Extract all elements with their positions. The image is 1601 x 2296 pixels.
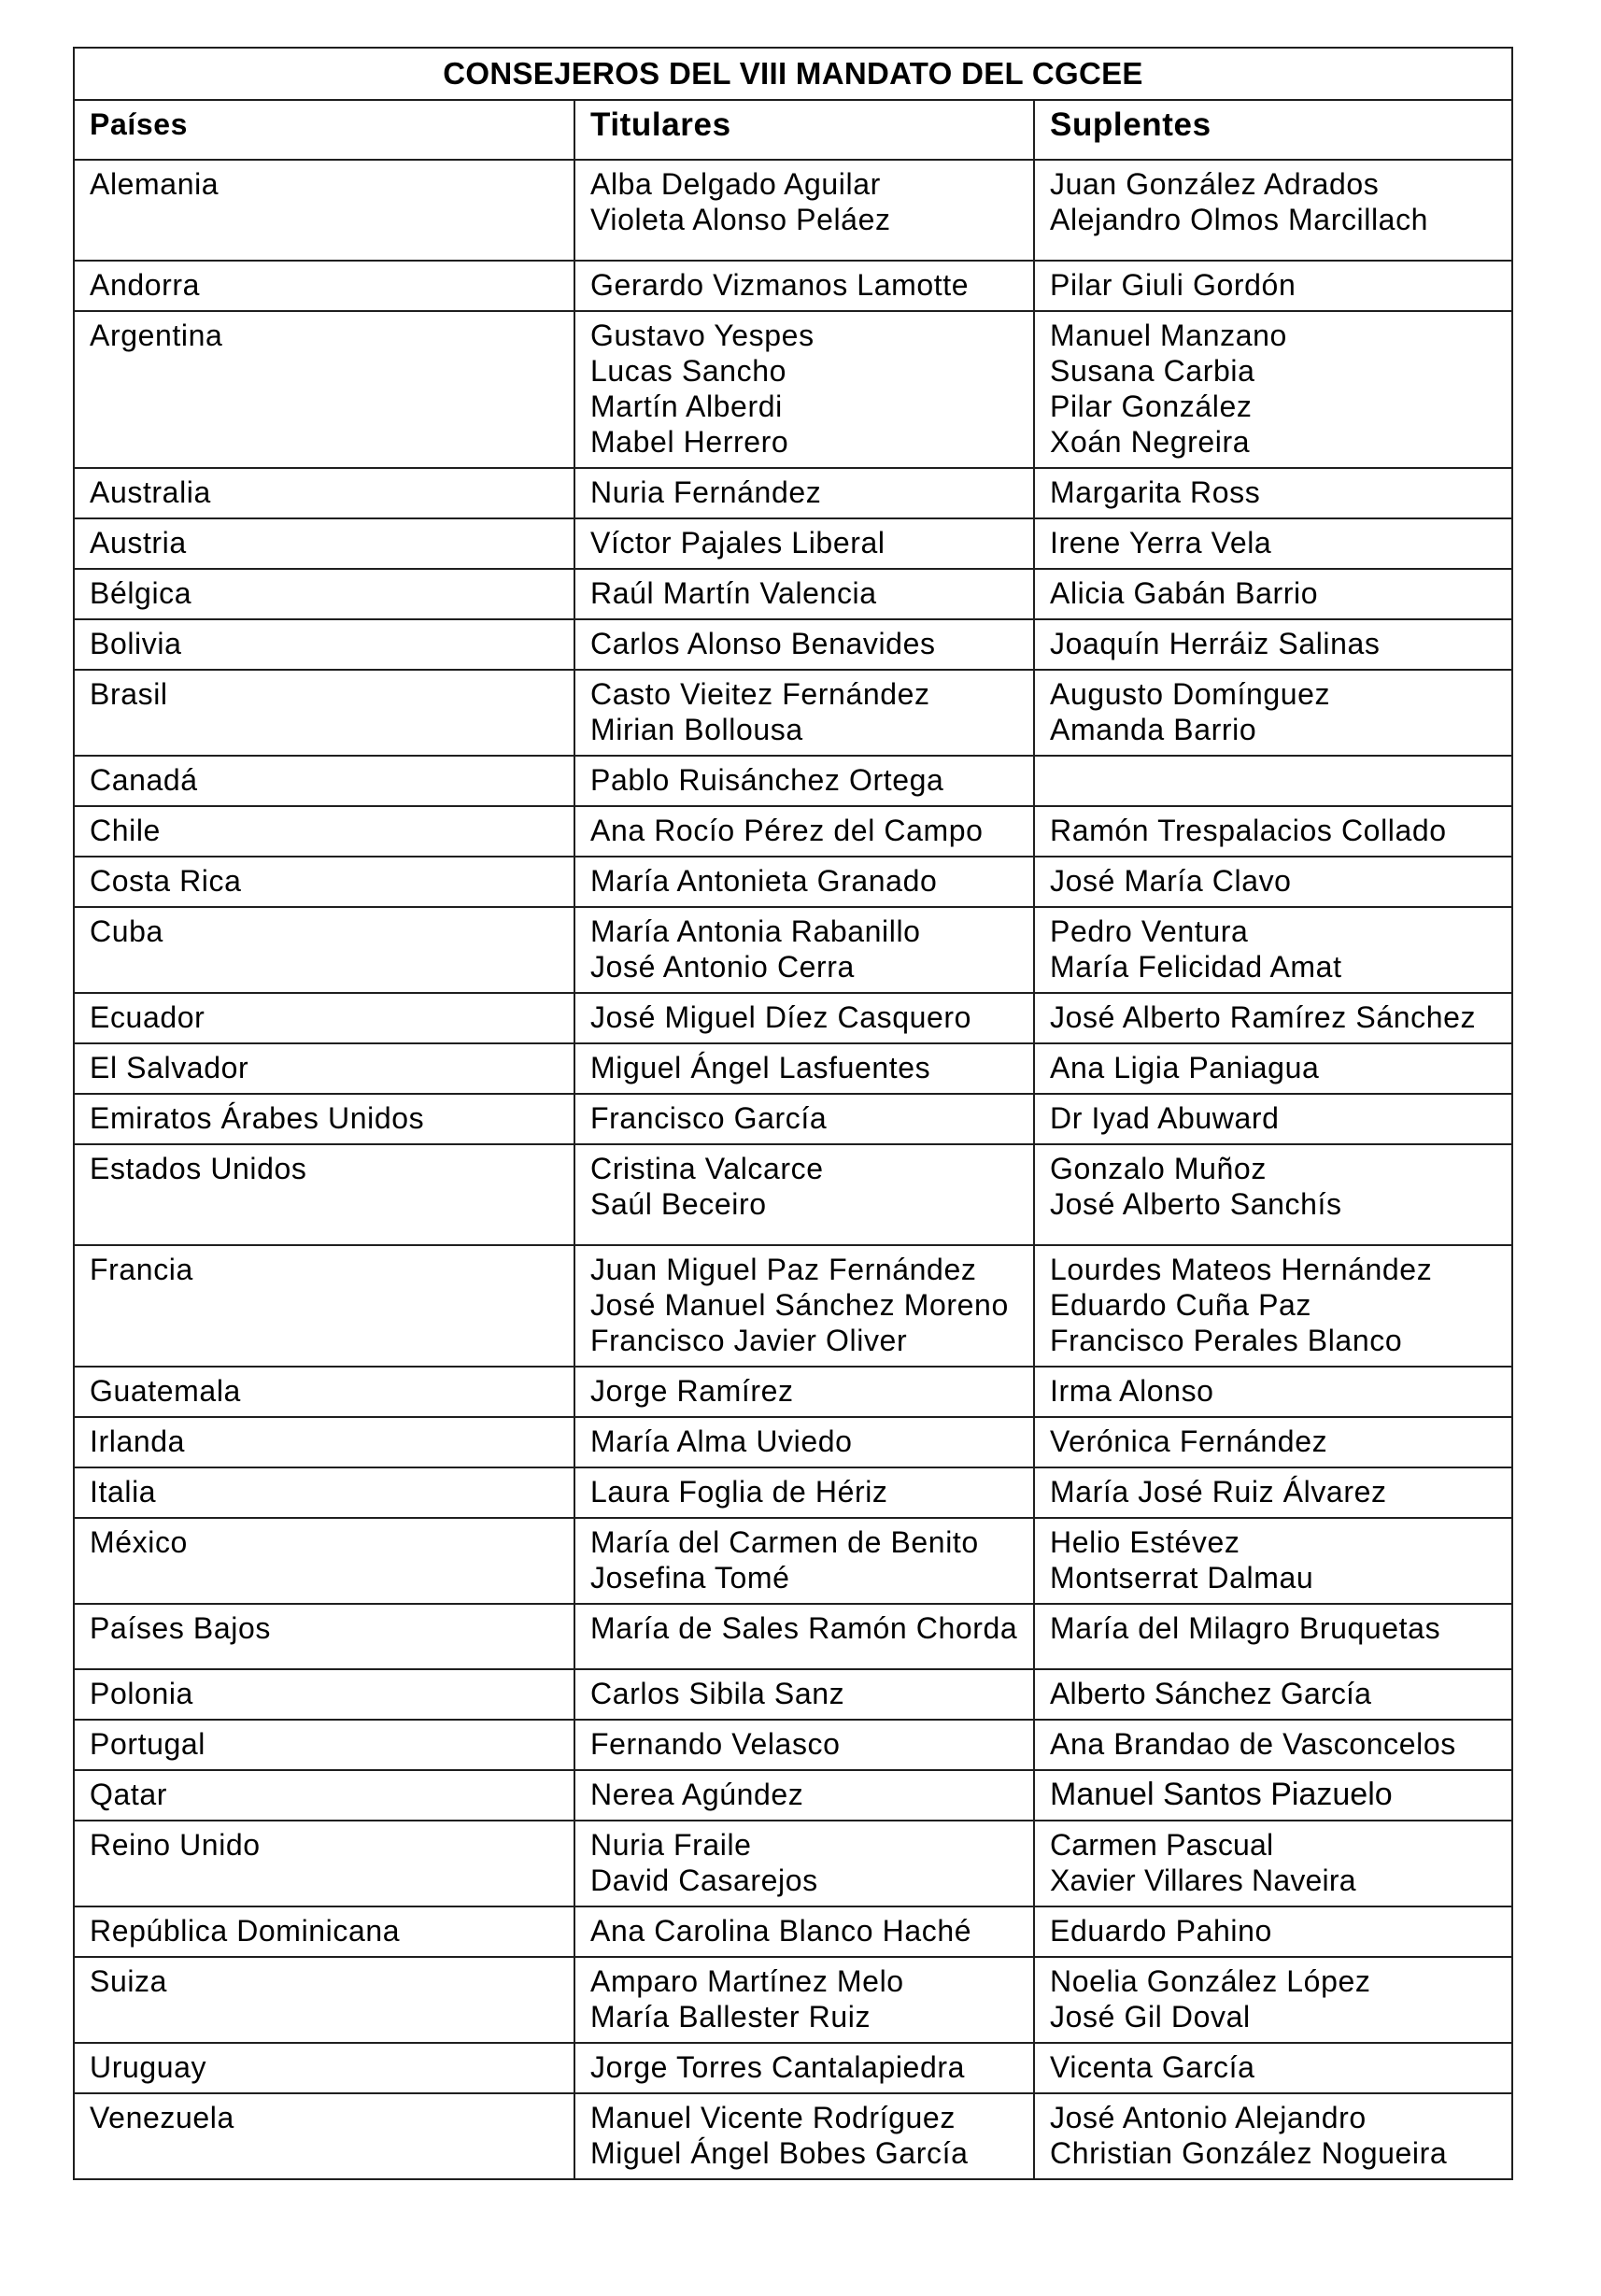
suplente-name: José Gil Doval xyxy=(1050,2000,1251,2034)
country-cell: Polonia xyxy=(74,1669,574,1720)
titulares-cell xyxy=(574,1043,1034,1094)
country-cell: Suiza xyxy=(74,1957,574,2043)
titulares-cell xyxy=(574,1518,1034,1604)
country-cell: Francia xyxy=(74,1245,574,1367)
title-row xyxy=(74,48,1512,100)
titular-name: Saúl Beceiro xyxy=(590,1187,767,1221)
suplentes-cell xyxy=(1034,1720,1512,1770)
country-cell: Costa Rica xyxy=(74,857,574,907)
titular-name: Jorge Ramírez xyxy=(590,1374,794,1408)
titulares-cell xyxy=(574,2093,1034,2179)
suplente-name: Christian González Nogueira xyxy=(1050,2136,1448,2170)
titular-name: María Alma Uviedo xyxy=(590,1424,853,1458)
suplentes-cell xyxy=(1034,160,1512,261)
header-titulares: Titulares xyxy=(574,100,1034,160)
suplente-name: Augusto Domínguez xyxy=(1050,677,1331,711)
table-body xyxy=(74,160,1512,2179)
titulares-cell xyxy=(574,619,1034,670)
table-row xyxy=(74,1144,1512,1245)
suplente-name: José María Clavo xyxy=(1050,864,1292,898)
titular-name: María de Sales Ramón Chorda xyxy=(590,1611,1018,1645)
suplente-name: María Felicidad Amat xyxy=(1050,950,1342,984)
table-row xyxy=(74,468,1512,518)
titular-name: Francisco Javier Oliver xyxy=(590,1324,908,1357)
suplente-name: Eduardo Cuña Paz xyxy=(1050,1288,1312,1322)
suplente-name: Xoán Negreira xyxy=(1050,425,1251,459)
table-row xyxy=(74,2093,1512,2179)
table-row xyxy=(74,1094,1512,1144)
suplente-name: José Antonio Alejandro xyxy=(1050,2101,1367,2134)
titulares-cell xyxy=(574,160,1034,261)
titular-name: Nuria Fraile xyxy=(590,1828,752,1862)
table-row xyxy=(74,569,1512,619)
suplentes-cell xyxy=(1034,518,1512,569)
titulares-cell xyxy=(574,857,1034,907)
titulares-cell xyxy=(574,468,1034,518)
suplente-name: Helio Estévez xyxy=(1050,1525,1240,1559)
suplente-name: Pilar Giuli Gordón xyxy=(1050,268,1296,302)
titulares-cell xyxy=(574,1367,1034,1417)
suplente-name: María José Ruiz Álvarez xyxy=(1050,1475,1387,1509)
table-title: CONSEJEROS DEL VIII MANDATO DEL CGCEE xyxy=(74,48,1512,100)
titular-name: Josefina Tomé xyxy=(590,1561,790,1594)
suplentes-cell xyxy=(1034,1669,1512,1720)
suplente-name: Noelia González López xyxy=(1050,1964,1371,1998)
suplente-name: Verónica Fernández xyxy=(1050,1424,1328,1458)
suplente-name: Carmen Pascual xyxy=(1050,1828,1274,1862)
suplente-name: Manuel Manzano xyxy=(1050,319,1287,352)
titular-name: Juan Miguel Paz Fernández xyxy=(590,1253,977,1286)
titular-name: José Miguel Díez Casquero xyxy=(590,1000,972,1034)
suplente-name: Gonzalo Muñoz xyxy=(1050,1152,1267,1185)
suplentes-cell xyxy=(1034,670,1512,756)
titular-name: Laura Foglia de Hériz xyxy=(590,1475,888,1509)
titulares-cell xyxy=(574,1957,1034,2043)
table-row xyxy=(74,1957,1512,2043)
suplente-name: Lourdes Mateos Hernández xyxy=(1050,1253,1433,1286)
suplente-name: Pilar González xyxy=(1050,390,1253,423)
suplentes-cell xyxy=(1034,1906,1512,1957)
suplente-name: Montserrat Dalmau xyxy=(1050,1561,1314,1594)
table-row xyxy=(74,160,1512,261)
table-row xyxy=(74,857,1512,907)
titular-name: Víctor Pajales Liberal xyxy=(590,526,886,560)
titular-name: Miguel Ángel Bobes García xyxy=(590,2136,969,2170)
suplente-name: Xavier Villares Naveira xyxy=(1050,1864,1356,1897)
titular-name: Pablo Ruisánchez Ortega xyxy=(590,763,944,797)
titular-name: Gerardo Vizmanos Lamotte xyxy=(590,268,970,302)
titulares-cell xyxy=(574,1906,1034,1957)
titular-name: Fernando Velasco xyxy=(590,1727,841,1761)
country-cell: Chile xyxy=(74,806,574,857)
suplente-name: Joaquín Herráiz Salinas xyxy=(1050,627,1381,660)
suplentes-cell xyxy=(1034,1367,1512,1417)
country-cell: Ecuador xyxy=(74,993,574,1043)
header-suplentes: Suplentes xyxy=(1034,100,1512,160)
titulares-cell xyxy=(574,1245,1034,1367)
titular-name: Mirian Bollousa xyxy=(590,713,803,746)
suplente-name: Ramón Trespalacios Collado xyxy=(1050,814,1447,847)
suplente-name: Amanda Barrio xyxy=(1050,713,1257,746)
titular-name: Casto Vieitez Fernández xyxy=(590,677,930,711)
table-row xyxy=(74,261,1512,311)
country-cell: Bélgica xyxy=(74,569,574,619)
country-cell: Países Bajos xyxy=(74,1604,574,1669)
country-cell: Qatar xyxy=(74,1770,574,1821)
country-cell: Italia xyxy=(74,1467,574,1518)
titulares-cell xyxy=(574,569,1034,619)
country-cell: Guatemala xyxy=(74,1367,574,1417)
country-cell: Estados Unidos xyxy=(74,1144,574,1245)
header-row xyxy=(74,100,1512,160)
country-cell: República Dominicana xyxy=(74,1906,574,1957)
table-row xyxy=(74,311,1512,468)
titulares-cell xyxy=(574,1417,1034,1467)
suplentes-cell xyxy=(1034,756,1512,806)
table-row xyxy=(74,1245,1512,1367)
suplentes-cell xyxy=(1034,311,1512,468)
titular-name: Miguel Ángel Lasfuentes xyxy=(590,1051,931,1084)
suplente-name: Irene Yerra Vela xyxy=(1050,526,1272,560)
suplente-name: Irma Alonso xyxy=(1050,1374,1214,1408)
suplentes-cell xyxy=(1034,1094,1512,1144)
suplente-name: Ana Brandao de Vasconcelos xyxy=(1050,1727,1456,1761)
suplentes-cell xyxy=(1034,619,1512,670)
table-row xyxy=(74,756,1512,806)
titular-name: Nerea Agúndez xyxy=(590,1778,804,1811)
table-row xyxy=(74,518,1512,569)
suplente-name: Susana Carbia xyxy=(1050,354,1255,388)
suplentes-cell xyxy=(1034,1245,1512,1367)
titular-name: Gustavo Yespes xyxy=(590,319,815,352)
titulares-cell xyxy=(574,1467,1034,1518)
country-cell: Andorra xyxy=(74,261,574,311)
suplentes-cell xyxy=(1034,468,1512,518)
country-cell: Australia xyxy=(74,468,574,518)
country-cell: Portugal xyxy=(74,1720,574,1770)
titular-name: Francisco García xyxy=(590,1101,828,1135)
titular-name: Lucas Sancho xyxy=(590,354,787,388)
table-row xyxy=(74,1367,1512,1417)
suplentes-cell xyxy=(1034,1417,1512,1467)
country-cell: Cuba xyxy=(74,907,574,993)
titular-name: David Casarejos xyxy=(590,1864,818,1897)
titular-name: Mabel Herrero xyxy=(590,425,789,459)
suplente-name: Francisco Perales Blanco xyxy=(1050,1324,1403,1357)
suplente-name: Ana Ligia Paniagua xyxy=(1050,1051,1320,1084)
titulares-cell xyxy=(574,2043,1034,2093)
titulares-cell xyxy=(574,806,1034,857)
table-row xyxy=(74,907,1512,993)
country-cell: Brasil xyxy=(74,670,574,756)
titulares-cell xyxy=(574,1720,1034,1770)
document-page xyxy=(73,47,1511,2180)
suplente-name: Alicia Gabán Barrio xyxy=(1050,576,1319,610)
titulares-cell xyxy=(574,518,1034,569)
table-row xyxy=(74,1467,1512,1518)
titular-name: Martín Alberdi xyxy=(590,390,783,423)
table-row xyxy=(74,806,1512,857)
titulares-cell xyxy=(574,1770,1034,1821)
table-row xyxy=(74,1906,1512,1957)
country-cell: Argentina xyxy=(74,311,574,468)
titular-name: José Antonio Cerra xyxy=(590,950,855,984)
suplente-name: Eduardo Pahino xyxy=(1050,1914,1272,1948)
titular-name: Carlos Sibila Sanz xyxy=(590,1677,845,1710)
titular-name: María Ballester Ruiz xyxy=(590,2000,871,2034)
titulares-cell xyxy=(574,670,1034,756)
country-cell: Uruguay xyxy=(74,2043,574,2093)
country-cell: México xyxy=(74,1518,574,1604)
suplentes-cell xyxy=(1034,1957,1512,2043)
titular-name: Carlos Alonso Benavides xyxy=(590,627,936,660)
table-row xyxy=(74,1604,1512,1669)
titular-name: Jorge Torres Cantalapiedra xyxy=(590,2050,966,2084)
titular-name: Cristina Valcarce xyxy=(590,1152,824,1185)
suplentes-cell xyxy=(1034,261,1512,311)
country-cell: Canadá xyxy=(74,756,574,806)
country-cell: Venezuela xyxy=(74,2093,574,2179)
country-cell: Bolivia xyxy=(74,619,574,670)
suplentes-cell xyxy=(1034,907,1512,993)
suplentes-cell xyxy=(1034,1043,1512,1094)
titulares-cell xyxy=(574,311,1034,468)
suplentes-cell xyxy=(1034,993,1512,1043)
titulares-cell xyxy=(574,1604,1034,1669)
titulares-cell xyxy=(574,993,1034,1043)
table-row xyxy=(74,2043,1512,2093)
country-cell: Reino Unido xyxy=(74,1821,574,1906)
country-cell: Austria xyxy=(74,518,574,569)
country-cell: Emiratos Árabes Unidos xyxy=(74,1094,574,1144)
suplente-name: José Alberto Ramírez Sánchez xyxy=(1050,1000,1477,1034)
suplentes-cell xyxy=(1034,1518,1512,1604)
titular-name: Alba Delgado Aguilar xyxy=(590,167,881,201)
suplente-name: Dr Iyad Abuward xyxy=(1050,1101,1280,1135)
titulares-cell xyxy=(574,1094,1034,1144)
table-row xyxy=(74,1720,1512,1770)
table-row xyxy=(74,1770,1512,1821)
suplente-name: Vicenta García xyxy=(1050,2050,1255,2084)
titulares-cell xyxy=(574,907,1034,993)
table-row xyxy=(74,1417,1512,1467)
table-row xyxy=(74,1043,1512,1094)
titular-name: Amparo Martínez Melo xyxy=(590,1964,904,1998)
table-row xyxy=(74,1518,1512,1604)
suplentes-cell xyxy=(1034,1467,1512,1518)
suplentes-cell xyxy=(1034,2093,1512,2179)
suplente-name: Alberto Sánchez García xyxy=(1050,1677,1372,1710)
table-row xyxy=(74,670,1512,756)
suplentes-cell xyxy=(1034,857,1512,907)
titular-name: Manuel Vicente Rodríguez xyxy=(590,2101,956,2134)
suplente-name: Pedro Ventura xyxy=(1050,914,1249,948)
titulares-cell xyxy=(574,1821,1034,1906)
header-countries: Países xyxy=(74,100,574,160)
table-row xyxy=(74,1669,1512,1720)
suplentes-cell xyxy=(1034,569,1512,619)
suplentes-cell xyxy=(1034,2043,1512,2093)
titulares-cell xyxy=(574,756,1034,806)
titular-name: María Antonieta Granado xyxy=(590,864,938,898)
suplente-name: Juan González Adrados xyxy=(1050,167,1380,201)
council-table xyxy=(73,47,1513,2180)
titulares-cell xyxy=(574,1669,1034,1720)
country-cell: Irlanda xyxy=(74,1417,574,1467)
suplente-name: Margarita Ross xyxy=(1050,475,1261,509)
country-cell: El Salvador xyxy=(74,1043,574,1094)
suplentes-cell xyxy=(1034,1770,1512,1821)
titular-name: María Antonia Rabanillo xyxy=(590,914,921,948)
suplentes-cell xyxy=(1034,806,1512,857)
titular-name: José Manuel Sánchez Moreno xyxy=(590,1288,1009,1322)
titular-name: Raúl Martín Valencia xyxy=(590,576,877,610)
titular-name: Violeta Alonso Peláez xyxy=(590,203,891,236)
suplentes-cell xyxy=(1034,1604,1512,1669)
table-row xyxy=(74,619,1512,670)
suplente-name: María del Milagro Bruquetas xyxy=(1050,1611,1441,1645)
suplentes-cell xyxy=(1034,1144,1512,1245)
suplente-name: Alejandro Olmos Marcillach xyxy=(1050,203,1429,236)
titular-name: Nuria Fernández xyxy=(590,475,822,509)
suplente-name: Manuel Santos Piazuelo xyxy=(1050,1777,1393,1812)
table-row xyxy=(74,993,1512,1043)
titulares-cell xyxy=(574,261,1034,311)
suplentes-cell xyxy=(1034,1821,1512,1906)
titular-name: María del Carmen de Benito xyxy=(590,1525,979,1559)
suplente-name: José Alberto Sanchís xyxy=(1050,1187,1342,1221)
country-cell: Alemania xyxy=(74,160,574,261)
titulares-cell xyxy=(574,1144,1034,1245)
table-row xyxy=(74,1821,1512,1906)
titular-name: Ana Rocío Pérez del Campo xyxy=(590,814,984,847)
titular-name: Ana Carolina Blanco Haché xyxy=(590,1914,972,1948)
